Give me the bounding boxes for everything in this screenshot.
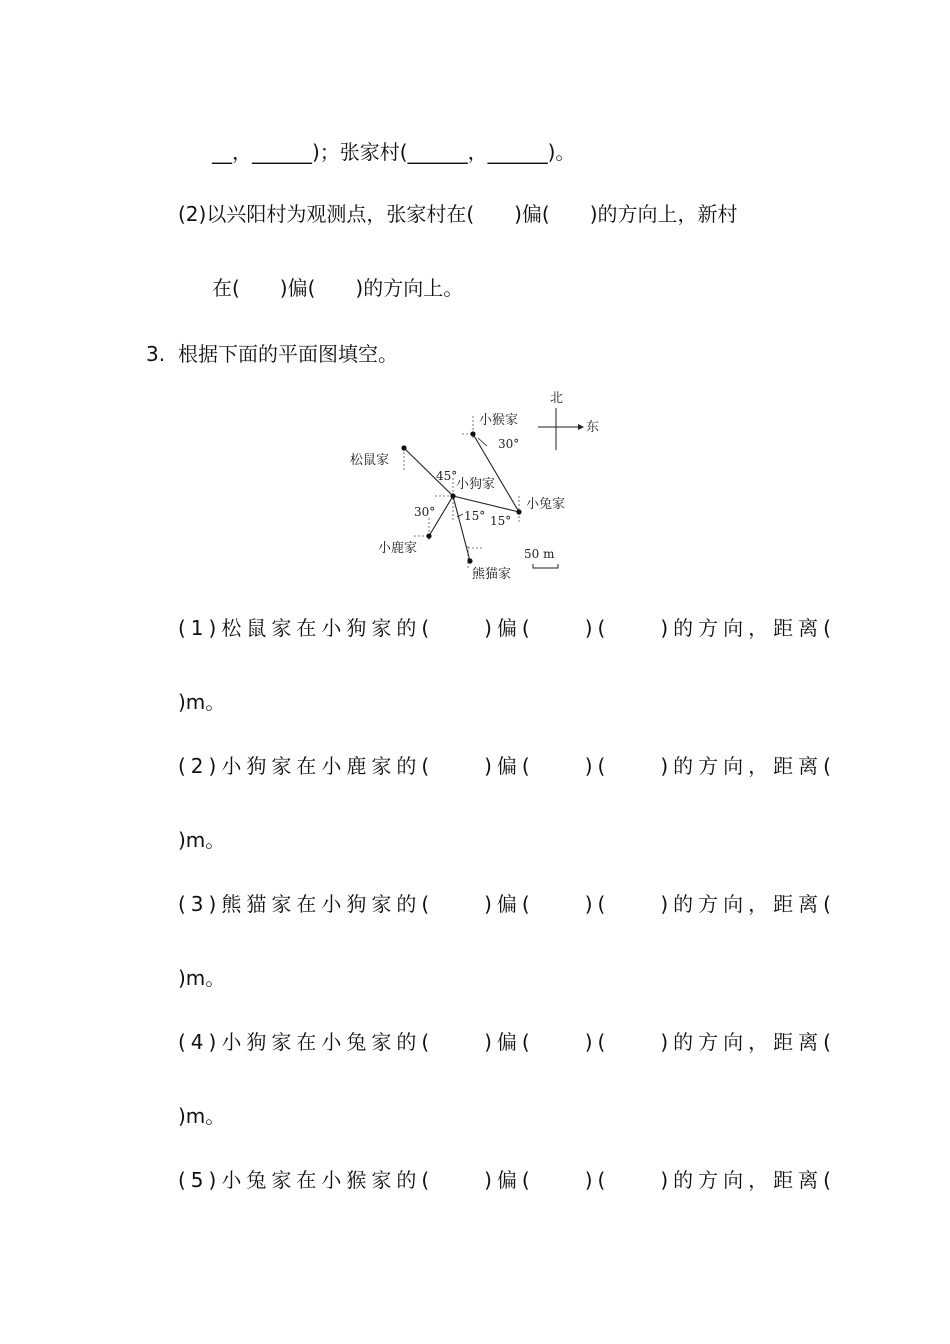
sub-question-3-tail: )m。 — [178, 966, 226, 990]
question-3-number: 3. — [146, 342, 166, 366]
sub-question-3: (3)熊猫家在小狗家的( )偏( )( )的方向，距离( — [178, 892, 836, 916]
point-rabbit — [516, 509, 521, 514]
sub-question-5: (5)小兔家在小猴家的( )偏( )( )的方向，距离( — [178, 1168, 836, 1192]
label-deer: 小鹿家 — [378, 541, 418, 556]
point-squirrel — [401, 445, 406, 450]
scale-label: 50 m — [524, 547, 555, 561]
sub-question-4-tail: )m。 — [178, 1104, 226, 1128]
sub-question-1-tail: )m。 — [178, 690, 226, 714]
label-dog: 小狗家 — [456, 477, 496, 492]
point-dog — [450, 493, 455, 498]
question-2-2-continued: 在( )偏( )的方向上。 — [212, 276, 464, 300]
sub-question-4: (4)小狗家在小兔家的( )偏( )( )的方向，距离( — [178, 1030, 836, 1054]
answer-line-1: __，______)；张家村(______，______)。 — [212, 140, 576, 164]
sub-question-1: (1)松鼠家在小狗家的( )偏( )( )的方向，距离( — [178, 616, 836, 640]
point-panda — [467, 558, 472, 563]
compass-east-label: 东 — [586, 420, 600, 435]
angle-panda: 15° — [464, 509, 486, 523]
question-2-2: (2)以兴阳村为观测点，张家村在( )偏( )的方向上，新村 — [178, 202, 738, 226]
label-squirrel: 松鼠家 — [350, 453, 390, 468]
line-dog-panda — [453, 496, 470, 561]
angle-monkey: 30° — [498, 437, 520, 451]
angle-rabbit-from-dog: 15° — [490, 514, 512, 528]
label-monkey: 小猴家 — [479, 413, 519, 428]
point-monkey — [470, 431, 475, 436]
point-deer — [426, 533, 431, 538]
compass-icon — [538, 391, 599, 450]
scale-bar — [524, 547, 558, 568]
sub-question-2-tail: )m。 — [178, 828, 226, 852]
question-3-title: 根据下面的平面图填空。 — [178, 342, 398, 366]
label-panda: 熊猫家 — [472, 567, 512, 582]
location-map — [340, 380, 620, 590]
line-dog-rabbit — [453, 496, 519, 512]
label-rabbit: 小兔家 — [526, 497, 566, 512]
angle-squirrel: 45° — [436, 469, 458, 483]
angle-deer: 30° — [414, 505, 436, 519]
sub-question-2: (2)小狗家在小鹿家的( )偏( )( )的方向，距离( — [178, 754, 836, 778]
compass-north-label: 北 — [550, 391, 564, 406]
